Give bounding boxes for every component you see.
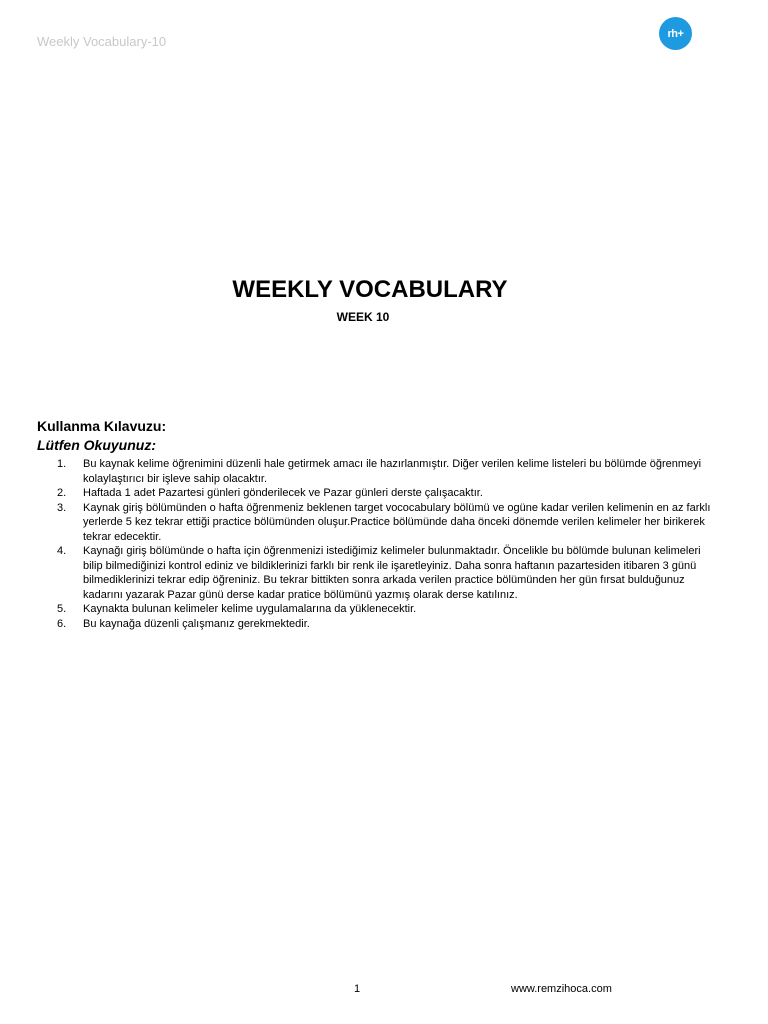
list-item bbox=[37, 617, 717, 632]
instruction-list bbox=[37, 457, 717, 631]
page-number: 1 bbox=[354, 983, 361, 995]
logo-text: rh+ bbox=[667, 27, 684, 40]
item-number: 3. bbox=[57, 501, 67, 514]
item-text: Bu kaynağa düzenli çalışmanız gerekmektedir. bbox=[83, 617, 310, 630]
list-item bbox=[37, 602, 717, 617]
item-number: 6. bbox=[57, 617, 67, 630]
item-number: 5. bbox=[57, 603, 67, 615]
item-text: Kaynakta bulunan kelimeler kelime uygulamalarına da yüklenecektir. bbox=[83, 603, 417, 615]
week-subtitle: WEEK 10 bbox=[336, 310, 390, 324]
item-number: 1. bbox=[57, 458, 67, 470]
guide-heading: Kullanma Kılavuzu: bbox=[37, 418, 167, 434]
footer-url: www.remzihoca.com bbox=[511, 983, 612, 995]
list-item bbox=[37, 486, 717, 501]
list-item bbox=[37, 544, 717, 602]
running-header: Weekly Vocabulary-10 bbox=[37, 34, 167, 49]
list-item bbox=[37, 501, 717, 545]
item-text: Haftada 1 adet Pazartesi günleri gönderilecek ve Pazar günleri derste çalışacaktır. bbox=[83, 487, 483, 499]
item-text: Kaynağı giriş bölümünde o hafta için öğrenmenizi istediğimiz kelimeler bulunmaktadır. Öncelikle bu bölümde bulunan kelimeleri bilip bilmediğinizi kontrol ediniz ve bildiklerinizi farklı bir renk ile işaretleyiniz. Daha sonra haftanın pazartesiden itibaren 3 günü bilmediklerinizi tekrar edip öğreniniz. Bu tekrar bittikten sonra arkada verilen practice bölümünden her gün fırsat bulduğunuz kadarını yazarak Pazar günü derse kadar pratice bölümünü yazmış olarak derse katılınız. bbox=[83, 545, 701, 601]
item-text: Kaynak giriş bölümünden o hafta öğrenmeniz beklenen target vococabulary bölümü ve ogüne kadar verilen kelimenin en az farklı yerlerde 5 kez tekrar ettiği practice bölümünden oluşur.Practice bölümünde daha önceki dönemde verilen kelimeler her birikerek tekrar edecektir. bbox=[83, 501, 711, 543]
item-number: 2. bbox=[57, 487, 67, 499]
item-number: 4. bbox=[57, 545, 67, 557]
page-title: WEEKLY VOCABULARY bbox=[232, 276, 508, 303]
item-text: Bu kaynak kelime öğrenimini düzenli hale getirmek amacı ile hazırlanmıştır. Diğer verilen kelime listeleri bu bölümde öğrenmeyi kolaylaştırıcı bir işleve sahip olacaktır. bbox=[83, 458, 702, 485]
guide-subheading: Lütfen Okuyunuz: bbox=[37, 437, 156, 453]
brand-logo bbox=[659, 17, 692, 50]
list-item bbox=[37, 457, 717, 486]
